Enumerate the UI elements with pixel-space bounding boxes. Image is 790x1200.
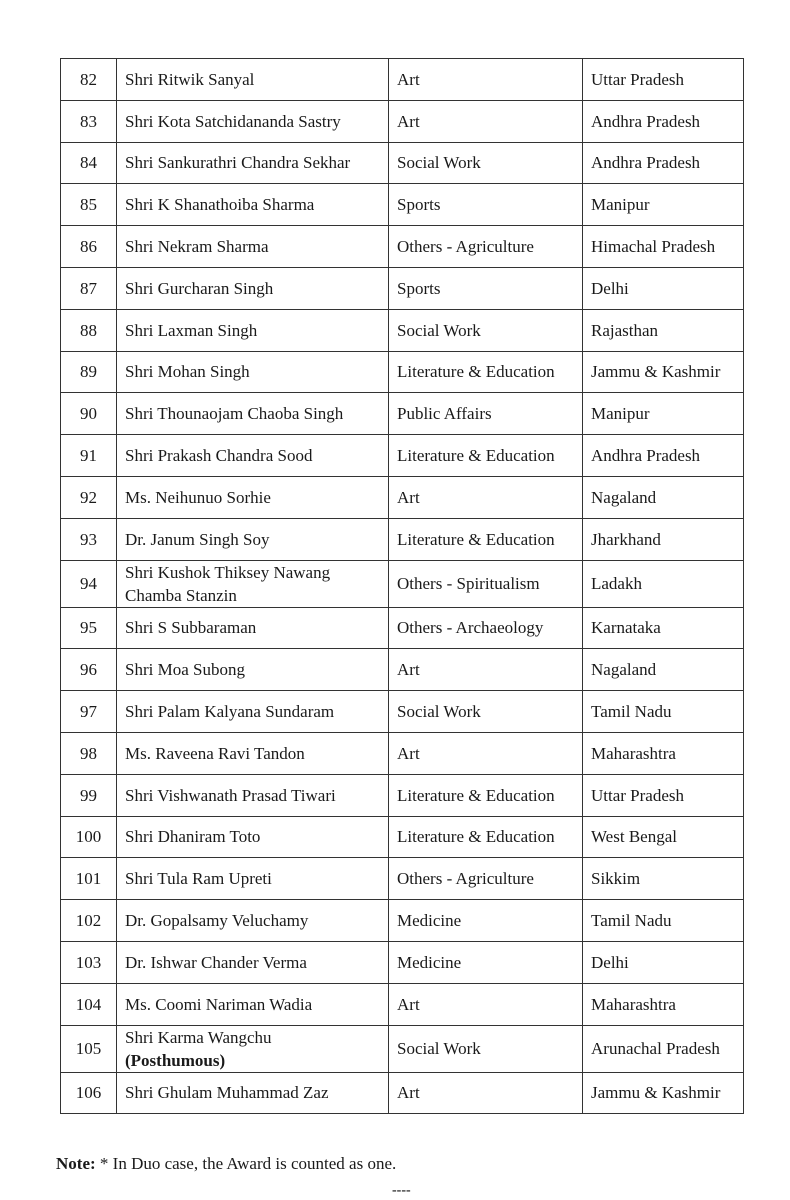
field-cell [389,476,583,518]
field-cell [389,226,583,268]
serial-number-text: 90 [80,404,97,424]
table-row [61,309,744,351]
state-cell [583,732,744,774]
serial-number-cell [61,858,117,900]
serial-number-text: 106 [75,1083,102,1103]
awardees-table-body [61,59,744,1114]
field-text: Public Affairs [397,404,492,424]
state-text: Andhra Pradesh [591,446,701,466]
awardee-name-cell [117,607,389,649]
state-text: Nagaland [591,487,657,507]
field-cell [389,983,583,1025]
field-cell [389,351,583,393]
table-row [61,983,744,1025]
awardee-name-cell [117,1025,389,1072]
awardee-name-text: Shri Tula Ram Upreti [125,869,272,889]
field-text: Literature & Education [397,529,555,549]
serial-number-text: 89 [80,362,97,382]
field-cell [389,858,583,900]
serial-number-cell [61,142,117,184]
state-cell [583,100,744,142]
awardee-name-cell [117,941,389,983]
serial-number-text: 101 [75,869,102,889]
serial-number-cell [61,649,117,691]
awardee-name-text: Shri Prakash Chandra Sood [125,446,313,466]
end-mark: ---- [392,1183,411,1198]
awardee-name-cell [117,816,389,858]
field-text: Art [397,994,420,1014]
field-text: Social Work [397,153,481,173]
state-cell [583,691,744,733]
field-text: Art [397,487,420,507]
field-text: Medicine [397,952,462,972]
awardee-name-text: Shri Nekram Sharma [125,237,269,257]
serial-number-cell [61,100,117,142]
field-cell [389,649,583,691]
serial-number-cell [61,732,117,774]
state-cell [583,983,744,1025]
field-cell [389,184,583,226]
state-text: Uttar Pradesh [591,69,685,89]
awardee-name-cell [117,267,389,309]
table-row [61,941,744,983]
serial-number-text: 95 [80,618,97,638]
awardee-name-text: Shri Thounaojam Chaoba Singh [125,404,344,424]
state-cell [583,560,744,607]
table-row [61,691,744,733]
serial-number-cell [61,59,117,101]
table-row [61,607,744,649]
serial-number-cell [61,941,117,983]
table-row [61,267,744,309]
awardee-name-cell [117,732,389,774]
awardee-name-text: Shri Palam Kalyana Sundaram [125,702,335,722]
field-cell [389,941,583,983]
state-cell [583,518,744,560]
field-cell [389,59,583,101]
field-cell [389,1072,583,1114]
awardee-name-cell [117,649,389,691]
awardee-name-text: Ms. Coomi Nariman Wadia [125,994,313,1014]
state-cell [583,267,744,309]
field-text: Others - Spiritualism [397,574,540,594]
posthumous-note: (Posthumous) [125,1050,226,1070]
field-text: Art [397,69,420,89]
state-cell [583,816,744,858]
serial-number-text: 84 [80,153,97,173]
field-cell [389,900,583,942]
field-cell [389,560,583,607]
field-cell [389,518,583,560]
serial-number-text: 88 [80,320,97,340]
awardee-name-cell [117,518,389,560]
field-cell [389,1025,583,1072]
state-text: Sikkim [591,869,641,889]
state-text: Jammu & Kashmir [591,1083,721,1103]
serial-number-cell [61,691,117,733]
awardee-name-text: Shri Ghulam Muhammad Zaz [125,1083,329,1103]
state-cell [583,476,744,518]
state-cell [583,607,744,649]
serial-number-text: 100 [75,827,102,847]
state-text: Himachal Pradesh [591,237,716,257]
table-row [61,184,744,226]
serial-number-cell [61,267,117,309]
awardee-name-cell [117,900,389,942]
serial-number-cell [61,900,117,942]
awardee-name-cell [117,858,389,900]
state-text: Ladakh [591,574,642,594]
state-text: Rajasthan [591,320,659,340]
serial-number-text: 92 [80,487,97,507]
state-cell [583,774,744,816]
serial-number-text: 97 [80,702,97,722]
state-cell [583,858,744,900]
awardee-name-text: Shri Moa Subong [125,660,245,680]
field-text: Sports [397,278,441,298]
serial-number-text: 93 [80,529,97,549]
serial-number-text: 96 [80,660,97,680]
field-text: Medicine [397,911,462,931]
footnote [56,1154,396,1174]
awardee-name-cell [117,309,389,351]
state-cell [583,309,744,351]
state-text: Tamil Nadu [591,702,672,722]
table-row [61,732,744,774]
serial-number-cell [61,184,117,226]
awardee-name-text: Dr. Gopalsamy Veluchamy [125,911,309,931]
table-row [61,59,744,101]
awardee-name-cell [117,983,389,1025]
state-text: Arunachal Pradesh [591,1039,720,1059]
state-text: Andhra Pradesh [591,153,701,173]
state-cell [583,649,744,691]
field-text: Art [397,1083,420,1103]
serial-number-text: 105 [75,1039,102,1059]
field-text: Others - Agriculture [397,869,534,889]
serial-number-cell [61,774,117,816]
field-cell [389,267,583,309]
table-row [61,816,744,858]
field-text: Art [397,743,420,763]
state-text: Maharashtra [591,743,676,763]
field-cell [389,309,583,351]
field-text: Sports [397,195,441,215]
serial-number-text: 94 [80,574,97,594]
table-row [61,518,744,560]
field-text: Art [397,111,420,131]
serial-number-cell [61,476,117,518]
serial-number-cell [61,226,117,268]
field-cell [389,393,583,435]
field-cell [389,691,583,733]
serial-number-cell [61,1072,117,1114]
serial-number-text: 104 [75,994,102,1014]
awardee-name-cell [117,476,389,518]
serial-number-cell [61,607,117,649]
awardee-name-text: Ms. Raveena Ravi Tandon [125,743,305,763]
table-row [61,142,744,184]
awardee-name-cell [117,691,389,733]
awardee-name-text: Shri Sankurathri Chandra Sekhar [125,153,351,173]
awardee-name-text: Shri Mohan Singh [125,362,250,382]
state-text: West Bengal [591,827,677,847]
table-row [61,560,744,607]
state-text: Uttar Pradesh [591,785,685,805]
field-text: Social Work [397,320,481,340]
state-text: Delhi [591,278,629,298]
field-cell [389,100,583,142]
serial-number-cell [61,983,117,1025]
awardee-name-text: Shri Dhaniram Toto [125,827,261,847]
field-text: Others - Agriculture [397,237,534,257]
state-cell [583,1025,744,1072]
awardee-name-text: Dr. Janum Singh Soy [125,529,270,549]
table-row [61,226,744,268]
table-row [61,351,744,393]
serial-number-text: 102 [75,911,102,931]
state-text: Jammu & Kashmir [591,362,721,382]
field-text: Social Work [397,1039,481,1059]
serial-number-text: 91 [80,446,97,466]
serial-number-cell [61,518,117,560]
state-cell [583,900,744,942]
serial-number-cell [61,393,117,435]
awardee-name-cell [117,226,389,268]
awardee-name-text: Shri Kota Satchidananda Sastry [125,111,341,131]
field-cell [389,732,583,774]
serial-number-text: 82 [80,69,97,89]
state-text: Nagaland [591,660,657,680]
state-cell [583,351,744,393]
awardee-name-text: Shri K Shanathoiba Sharma [125,195,315,215]
awardee-name-cell [117,351,389,393]
awardee-name-text: Shri Vishwanath Prasad Tiwari [125,785,336,805]
table-row [61,100,744,142]
serial-number-text: 85 [80,195,97,215]
state-text: Delhi [591,952,629,972]
state-cell [583,393,744,435]
state-text: Tamil Nadu [591,911,672,931]
serial-number-text: 83 [80,111,97,131]
field-cell [389,816,583,858]
serial-number-cell [61,435,117,477]
footnote-text: * In Duo case, the Award is counted as one. [95,1154,397,1173]
serial-number-cell [61,1025,117,1072]
awardee-name-cell [117,100,389,142]
state-cell [583,941,744,983]
awardee-name-cell [117,1072,389,1114]
serial-number-text: 99 [80,785,97,805]
awardee-name-cell [117,435,389,477]
serial-number-text: 86 [80,237,97,257]
serial-number-cell [61,816,117,858]
state-cell [583,59,744,101]
table-row [61,1025,744,1072]
state-text: Andhra Pradesh [591,111,701,131]
state-cell [583,1072,744,1114]
awardee-name-text: Dr. Ishwar Chander Verma [125,952,307,972]
table-row [61,435,744,477]
state-text: Maharashtra [591,994,676,1014]
state-cell [583,435,744,477]
field-cell [389,435,583,477]
field-text: Literature & Education [397,446,555,466]
awardee-name-cell [117,142,389,184]
table-row [61,1072,744,1114]
table-row [61,649,744,691]
serial-number-text: 103 [75,952,102,972]
field-text: Social Work [397,702,481,722]
serial-number-text: 87 [80,278,97,298]
awardee-name-cell [117,560,389,607]
field-text: Literature & Education [397,362,555,382]
field-cell [389,142,583,184]
table-row [61,393,744,435]
field-cell [389,774,583,816]
awardee-name-text: Shri Ritwik Sanyal [125,69,255,89]
awardee-name-cell [117,184,389,226]
awardee-name-text: Shri S Subbaraman [125,618,257,638]
state-cell [583,226,744,268]
field-text: Literature & Education [397,785,555,805]
serial-number-cell [61,560,117,607]
serial-number-cell [61,351,117,393]
field-text: Literature & Education [397,827,555,847]
state-text: Karnataka [591,618,661,638]
serial-number-cell [61,309,117,351]
field-cell [389,607,583,649]
state-text: Manipur [591,195,650,215]
awardee-name-cell [117,774,389,816]
awardees-table [60,58,744,1114]
field-text: Others - Archaeology [397,618,544,638]
awardee-name-cell [117,393,389,435]
awardee-name-text: Shri Karma Wangchu [125,1027,272,1047]
table-row [61,476,744,518]
awardee-name-text: Shri Laxman Singh [125,320,258,340]
table-row [61,774,744,816]
table-row [61,858,744,900]
awardee-name-text: Shri Gurcharan Singh [125,278,274,298]
state-text: Manipur [591,404,650,424]
footnote-label: Note: [56,1154,96,1173]
awardee-name-text: Shri Kushok Thiksey Nawang Chamba Stanzin [125,562,331,605]
state-cell [583,142,744,184]
table-row [61,900,744,942]
state-cell [583,184,744,226]
state-text: Jharkhand [591,529,661,549]
field-text: Art [397,660,420,680]
awardee-name-cell [117,59,389,101]
awardee-name-text: Ms. Neihunuo Sorhie [125,487,271,507]
serial-number-text: 98 [80,743,97,763]
